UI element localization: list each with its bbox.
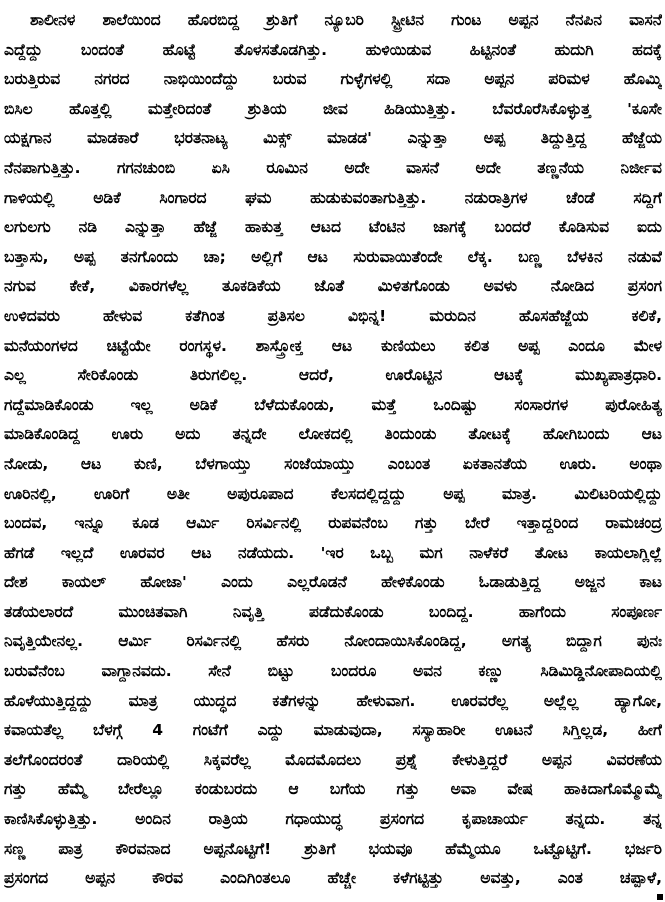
text-line: ನಗುವ ಕೇಕೆ, ವಿಕಾರಗಳೆಲ್ಲ ತೂಕಡಿಕೆಯ ಜೊತೆ ಮಿಳಿತಗೊಂಡು ಅವಳು ನೋಡಿದ ಪ್ರಸಂಗ bbox=[4, 277, 662, 296]
body-text bbox=[4, 6, 662, 894]
text-line: ಮಾಡಿಕೊಂಡಿದ್ದ ಊರು ಅದು ತನ್ನದೇ ಲೋಕದಲ್ಲಿ ತಿಂದುಂಡು ತೋಟಕ್ಕೆ ಹೋಗಿಬಂದು ಆಟ bbox=[4, 425, 662, 444]
text-line: ಬರುತ್ತಿರುವ ನಗರದ ನಾಭಿಯಿಂದೆದ್ದು ಬರುವ ಗುಳ್ಳೆಗಳಲ್ಲಿ ಸದಾ ಅಪ್ಪನ ಪರಿಮಳ ಹೊಮ್ಮಿ bbox=[4, 70, 662, 89]
text-line: ಪ್ರಸಂಗದ ಅಪ್ಪನ ಕೌರವ ಎಂದಿಗಿಂತಲೂ ಹೆಚ್ಚೇ ಕಳೆಗಟ್ಟಿತ್ತು ಅವತ್ತು, ಎಂತ ಚಪ್ಪಾಳೆ, bbox=[4, 869, 662, 888]
corner-mark bbox=[657, 894, 663, 900]
text-line: ತಡೆಯಲಾರದೆ ಮುಂಚಿತವಾಗಿ ನಿವೃತ್ತಿ ಪಡೆದುಕೊಂಡು ಬಂದಿದ್ದ. ಹಾಗೆಂದು ಸಂಪೂರ್ಣ bbox=[4, 602, 662, 621]
text-line: ಲಗುಲಗು ನಡಿ ಎನ್ನುತ್ತಾ ಹೆಜ್ಜೆ ಹಾಕುತ್ತ ಆಟದ ಟೆಂಟಿನ ಜಾಗಕ್ಕೆ ಬಂದರೆ ಕೊಡಿಸುವ ಐದು bbox=[4, 218, 662, 237]
text-line: ಬತ್ತಾಸು, ಅಪ್ಪ ತನಗೊಂದು ಚಾ; ಅಲ್ಲಿಗೆ ಆಟ ಸುರುವಾಯಿತೆಂದೇ ಲೆಕ್ಕ. ಬಣ್ಣ ಬೆಳಕಿನ ನಡುವೆ bbox=[4, 247, 662, 266]
text-line: ಬಂದವ, ಇನ್ನೂ ಕೂಡ ಆರ್ಮಿ ರಿಸರ್ವಿನಲ್ಲಿ ರುಪವನೆಂಬ ಗತ್ತು ಬೇರೆ ಇತ್ತಾದ್ದರಿಂದ ರಾಮಚಂದ್ರ bbox=[4, 514, 662, 533]
text-line: ಕಾಣಿಸಿಕೊಳ್ಳುತ್ತಿತ್ತು. ಅಂದಿನ ರಾತ್ರಿಯ ಗಧಾಯುದ್ಧ ಪ್ರಸಂಗದ ಕೃಪಾಚಾರ್ಯ ತನ್ನದು. ತನ್ನ bbox=[4, 810, 662, 829]
text-line: ಬಿಸಿಲ ಹೊತ್ತಲ್ಲಿ ಮತ್ತೇರಿದಂತೆ ಶ್ರುತಿಯ ಜೀವ ಹಿಡಿಯುತ್ತಿತ್ತು. ಬೆವರೊರೆಸಿಕೊಳ್ಳುತ್ತ 'ಕೂಸೇ bbox=[4, 99, 662, 118]
text-line: ಉಳಿದವರು ಹೇಳುವ ಕತೆಗಿಂತ ಪ್ರತಿಸಲ ವಿಭಿನ್ನ! ಮರುದಿನ ಹೊಸಹೆಜ್ಜೆಯ ಕಲಿಕೆ, bbox=[4, 306, 662, 325]
text-line: ತಲೆಗೊಂದರಂತೆ ದಾರಿಯಲ್ಲಿ ಸಿಕ್ಕವರೆಲ್ಲ ಮೊದಮೊದಲು ಪ್ರಶ್ನೆ ಕೇಳುತ್ತಿದ್ದರೆ ಅಪ್ಪನ ವಿವರಣೆಯ bbox=[4, 750, 662, 769]
text-line: ನೆನಪಾಗುತ್ತಿತ್ತು. ಗಗನಚುಂಬಿ ಏಸಿ ರೂಮಿನ ಅದೇ ವಾಸನೆ ಅದೇ ತಣ್ಣನೆಯ ನಿರ್ಜೀವ bbox=[4, 158, 662, 177]
text-line: ಗದ್ದೆಮಾಡಿಕೊಂಡು ಇಲ್ಲ ಅಡಿಕೆ ಬೆಳೆದುಕೊಂಡು, ಮತ್ತೆ ಒಂದಿಷ್ಟು ಸಂಸಾರಗಳ ಪುರೋಹಿತ್ಯ bbox=[4, 395, 662, 414]
text-line: ನಿವೃತ್ತಿಯೇನಲ್ಲ. ಆರ್ಮಿ ರಿಸರ್ವಿನಲ್ಲಿ ಹೆಸರು ನೋಂದಾಯಿಸಿಕೊಂಡಿದ್ದ, ಅಗತ್ಯ ಬಿದ್ದಾಗ ಪುನಃ bbox=[4, 632, 662, 651]
text-line: ಎಲ್ಲ ಸೇರಿಕೊಂಡು ತಿರುಗಲಿಲ್ಲ. ಆದರೆ, ಊರೊಟ್ಟಿನ ಆಟಕ್ಕೆ ಮುಖ್ಯಪಾತ್ರಧಾರಿ. bbox=[4, 366, 662, 385]
text-line: ಶಾಲೀನಳ ಶಾಲೆಯಿಂದ ಹೊರಬಿದ್ದ ಶ್ರುತಿಗೆ ನ್ಯೂಬರಿ ಸ್ಟ್ರೀಟಿನ ಗುಂಟ ಅಪ್ಪನ ನೆನಪಿನ ವಾಸನೆ bbox=[30, 11, 662, 29]
text-line: ಬರುವೆನೆಂಬ ವಾಗ್ದಾನವದು. ಸೇನೆ ಬಿಟ್ಟು ಬಂದರೂ ಅವನ ಕಣ್ಣು ಸಿಡಿಮಿಡ್ಡಿನೋಪಾದಿಯಲ್ಲಿ bbox=[4, 662, 662, 681]
text-line: ಕವಾಯತೆಲ್ಲ ಬೆಳಗ್ಗೆ 4 ಗಂಟೆಗೆ ಎದ್ದು ಮಾಡುವುದಾ, ಸಸ್ಯಾಹಾರೀ ಊಟನೆ ಸಿಗ್ತಿಲ್ಲಡ, ಹೀಗೆ bbox=[4, 721, 662, 740]
text-line: ನೋಡು, ಆಟ ಕುಣಿ, ಬೆಳಗಾಯ್ತು ಸಂಜೆಯಾಯ್ತು ಎಂಬಂತ ಏಕತಾನತೆಯ ಊರು. ಅಂಥಾ bbox=[4, 454, 662, 473]
text-line: ಎದ್ದೆದ್ದು ಬಂದಂತೆ ಹೊಟ್ಟೆ ತೊಳಸತೊಡಗಿತ್ತು. ಹುಳಿಯಿಡುವ ಹಿಟ್ಟಿನಂತೆ ಹುದುಗಿ ಹದಕ್ಕೆ bbox=[4, 40, 662, 59]
text-line: ಗತ್ತು ಹೆಮ್ಮೆ ಬೇರೆಲ್ಲೂ ಕಂಡುಬರದು ಆ ಬಗೆಯ ಗತ್ತು ಅವಾ ವೇಷ ಹಾಕಿದಾಗೊಮ್ಮೊಮ್ಮೆ bbox=[4, 780, 662, 799]
text-line: ಗಾಳಿಯಲ್ಲಿ ಅಡಿಕೆ ಸಿಂಗಾರದ ಘಮ ಹುಡುಕುವಂತಾಗುತ್ತಿತ್ತು. ನಡುರಾತ್ರಿಗಳ ಚೆಂಡೆ ಸದ್ದಿಗೆ bbox=[4, 188, 662, 207]
text-line: ಹೊಳೆಯುತ್ತಿದ್ದದ್ದು ಮಾತ್ರ ಯುದ್ಧದ ಕತೆಗಳನ್ನು ಹೇಳುವಾಗ. ಊರವರೆಲ್ಲ ಅಲ್ಲೆಲ್ಲ ಹ್ಯಾಗೋ, bbox=[4, 691, 662, 710]
text-line: ಸಣ್ಣ ಪಾತ್ರ ಕೌರವನಾದ ಅಪ್ಪನೊಟ್ಟಿಗೆ! ಶ್ರುತಿಗೆ ಭಯವೂ ಹೆಮ್ಮೆಯೂ ಒಟ್ಟೊಟ್ಟಿಗೆ. ಭರ್ಜರಿ bbox=[4, 839, 662, 858]
text-line: ಯಕ್ಷಗಾನ ಮಾಡಕಾರೆ ಭರತನಾಟ್ಯ ಮಿಕ್ಸ್ ಮಾಡಡ' ಎನ್ನುತ್ತಾ ಅಪ್ಪ ತಿದ್ದುತ್ತಿದ್ದ ಹೆಜ್ಜೆಯ bbox=[4, 129, 662, 148]
text-line: ದೇಶ ಕಾಯಲ್ ಹೋಜಾ' ಎಂದು ಎಲ್ಲರೊಡನೆ ಹೇಳಿಕೊಂಡು ಓಡಾಡುತ್ತಿದ್ದ ಅಜ್ಜನ ಕಾಟ bbox=[4, 573, 662, 592]
text-line: ಊರಿನಲ್ಲಿ, ಊರಿಗೆ ಅತೀ ಅಪುರೂಪಾದ ಕೆಲಸದಲ್ಲಿದ್ದದ್ದು ಅಪ್ಪ ಮಾತ್ರ. ಮಿಲಿಟರಿಯಲ್ಲಿದ್ದು bbox=[4, 484, 662, 503]
text-line: ಮನೆಯಂಗಳದ ಚಿಟ್ಟೆಯೇ ರಂಗಸ್ಥಳ. ಶಾಸ್ತ್ರೋಕ್ತ ಆಟ ಕುಣಿಯಲು ಕಲಿತ ಅಪ್ಪ ಎಂದೂ ಮೇಳ bbox=[4, 336, 662, 355]
text-line: ಹೆಗಡೆ ಇಲ್ಲದೆ ಊರವರ ಆಟ ನಡೆಯದು. 'ಇರ ಒಬ್ಬ ಮಗ ನಾಳೆಕರೆ ತೋಟ ಕಾಯಲಾಗ್ಲಿಲ್ಲೆ bbox=[4, 543, 662, 562]
